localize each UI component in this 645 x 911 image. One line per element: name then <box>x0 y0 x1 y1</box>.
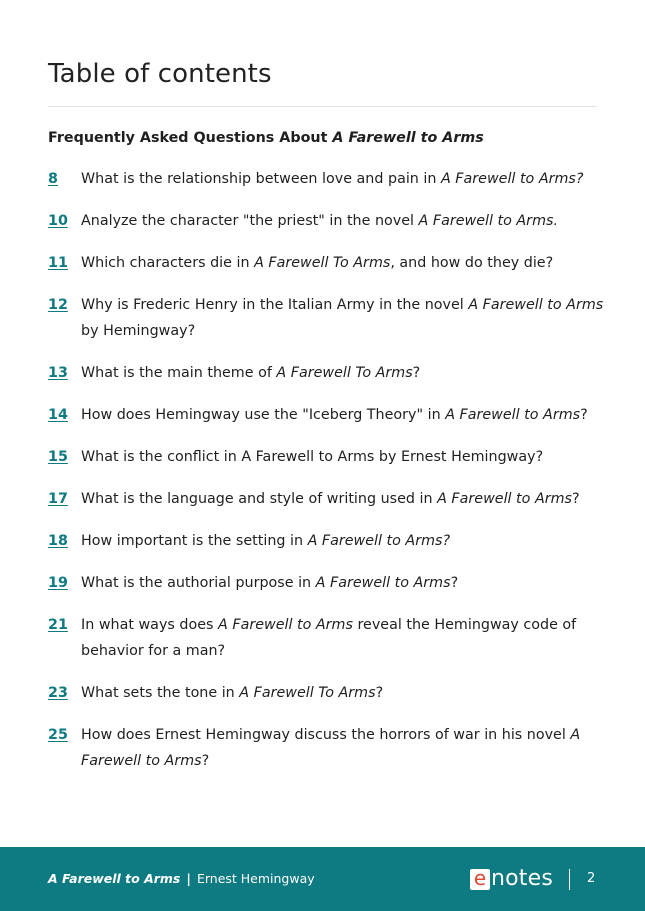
toc-question-book-title: A Farewell To Arms <box>276 365 413 381</box>
toc-page-link[interactable]: 21 <box>48 617 68 633</box>
toc-question-text: ? <box>375 685 384 701</box>
toc-item <box>48 402 608 428</box>
toc-question-text: How does Ernest Hemingway discuss the horrors of war in his novel <box>81 727 571 743</box>
toc-question-text: How does Hemingway use the "Iceberg Theory" in <box>81 407 446 423</box>
logo-e-icon: e <box>470 869 490 890</box>
toc-question-text: What is the main theme of <box>81 365 277 381</box>
toc-question-book-title: A Farewell to Arms <box>437 491 572 507</box>
toc-page-link[interactable]: 25 <box>48 727 68 743</box>
toc-item <box>48 360 608 386</box>
toc-question-text: ? <box>580 407 588 423</box>
toc-page-link[interactable]: 17 <box>48 491 68 507</box>
footer-book-title: A Farewell to Arms <box>48 871 181 886</box>
toc-question-text: , and how do they die? <box>390 255 554 271</box>
toc-question-text: reveal the Hemingway code of behavior for a man? <box>81 617 577 659</box>
footer-divider <box>569 869 570 890</box>
section-heading-prefix: Frequently Asked Questions About <box>48 130 333 146</box>
toc-page-link[interactable]: 14 <box>48 407 68 423</box>
toc-item <box>48 250 608 276</box>
toc-question <box>81 722 608 774</box>
toc-page-link[interactable]: 19 <box>48 575 68 591</box>
toc-question-book-title: A Farewell to Arms <box>468 297 604 313</box>
toc-question-text: Which characters die in <box>81 255 255 271</box>
toc-question <box>81 360 608 386</box>
toc-item <box>48 292 608 344</box>
enotes-logo[interactable] <box>470 867 553 891</box>
toc-question <box>81 166 608 192</box>
toc-page-link[interactable]: 23 <box>48 685 68 701</box>
toc-item <box>48 486 608 512</box>
toc-question-text: In what ways does <box>81 617 219 633</box>
page-title: Table of contents <box>48 59 272 89</box>
toc-page-link[interactable]: 18 <box>48 533 68 549</box>
toc-question <box>81 208 608 234</box>
toc-item <box>48 208 608 234</box>
toc-page-link[interactable]: 12 <box>48 297 68 313</box>
toc-page-link[interactable]: 13 <box>48 365 68 381</box>
toc-item <box>48 612 608 664</box>
toc-question <box>81 612 608 664</box>
toc-question <box>81 402 608 428</box>
page-number: 2 <box>587 871 596 886</box>
toc-question-book-title: A Farewell to Arms? <box>307 533 451 549</box>
toc-item <box>48 680 608 706</box>
toc-question-book-title: A Farewell to Arms <box>218 617 353 633</box>
toc-page-link[interactable]: 8 <box>48 171 58 187</box>
toc-question-text: How important is the setting in <box>81 533 308 549</box>
toc-question <box>81 486 608 512</box>
toc-question-book-title: A Farewell To Arms <box>254 255 391 271</box>
toc-item <box>48 722 608 774</box>
toc-page-link[interactable]: 10 <box>48 213 68 229</box>
toc-question-text: ? <box>450 575 459 591</box>
toc-item <box>48 166 608 192</box>
toc-item <box>48 528 608 554</box>
toc-question-text: What sets the tone in <box>81 685 240 701</box>
toc-question <box>81 444 608 470</box>
toc-question <box>81 292 608 344</box>
toc-question <box>81 570 608 596</box>
toc-question-text: Analyze the character "the priest" in the novel <box>81 213 419 229</box>
toc-question <box>81 250 608 276</box>
footer-separator: | <box>186 871 191 886</box>
toc-question-book-title: A Farewell To Arms <box>239 685 376 701</box>
toc-page-link[interactable]: 11 <box>48 255 68 271</box>
section-heading <box>48 128 484 148</box>
toc-list <box>48 166 608 790</box>
footer-book-info <box>48 871 315 887</box>
toc-page-link[interactable]: 15 <box>48 449 68 465</box>
logo-wordmark: notes <box>491 866 554 891</box>
toc-question-book-title: A Farewell to Arms <box>315 575 451 591</box>
toc-question-text: Why is Frederic Henry in the Italian Army in the novel <box>81 297 469 313</box>
toc-question-text: by Hemingway? <box>81 323 196 339</box>
footer-author: Ernest Hemingway <box>196 871 315 886</box>
toc-question-text: What is the relationship between love and pain in <box>81 171 441 187</box>
toc-question-text: What is the language and style of writing used in <box>81 491 438 507</box>
toc-question-text: What is the conflict in A Farewell to Arms by Ernest Hemingway? <box>81 449 544 465</box>
title-divider <box>48 106 597 107</box>
toc-question <box>81 528 608 554</box>
toc-item <box>48 570 608 596</box>
toc-question-book-title: A Farewell to Arms. <box>418 213 558 229</box>
toc-question-book-title: A Farewell to Arms <box>81 727 581 769</box>
section-heading-book-title: A Farewell to Arms <box>332 130 484 146</box>
toc-question-book-title: A Farewell to Arms <box>445 407 581 423</box>
toc-question-text: ? <box>201 753 210 769</box>
toc-question-book-title: A Farewell to Arms? <box>440 171 584 187</box>
toc-question <box>81 680 608 706</box>
toc-item <box>48 444 608 470</box>
toc-question-text: ? <box>572 491 580 507</box>
footer <box>0 847 645 911</box>
toc-question-text: ? <box>412 365 421 381</box>
toc-question-text: What is the authorial purpose in <box>81 575 316 591</box>
